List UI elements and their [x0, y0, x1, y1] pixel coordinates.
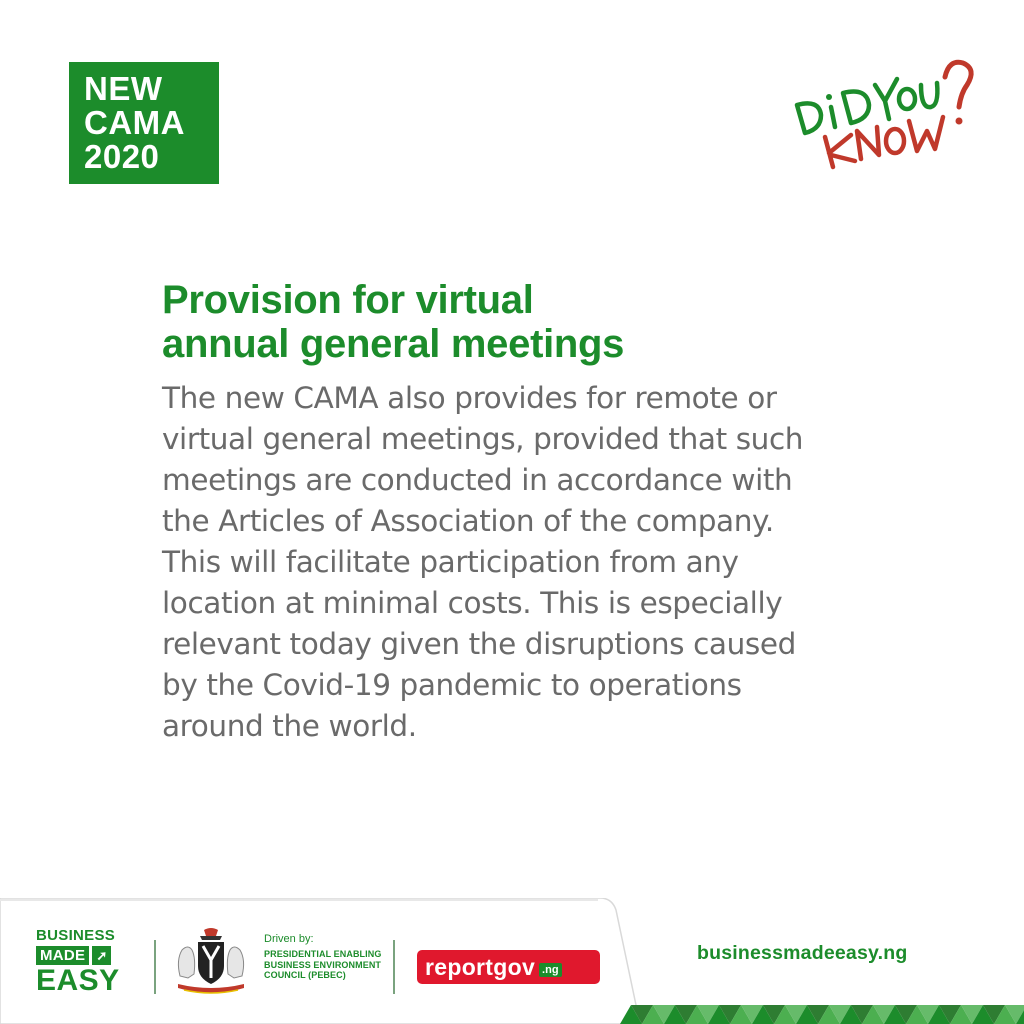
reportgov-logo	[417, 950, 600, 984]
bme-made-row	[36, 946, 130, 965]
body-line: meetings are conducted in accordance with	[162, 463, 793, 497]
nigeria-coat-of-arms-icon	[170, 926, 252, 998]
headline-line-2: annual general meetings	[162, 322, 625, 366]
decorative-triangle-strip	[620, 1005, 1024, 1024]
body-line: the Articles of Association of the company.	[162, 504, 774, 538]
pebec-name: PRESIDENTIAL ENABLING BUSINESS ENVIRONMENT COUNCIL (PEBEC)	[264, 949, 382, 980]
bme-easy-text: EASY	[36, 964, 120, 997]
did-you-know-lettering	[785, 55, 985, 180]
driven-by-block	[264, 932, 394, 981]
body-line: This will facilitate participation from any	[162, 545, 739, 579]
badge-line-2: CAMA	[84, 104, 185, 141]
reportgov-text: reportgov	[425, 953, 536, 980]
body-paragraph	[162, 378, 882, 747]
reportgov-tld: .ng	[539, 963, 562, 977]
new-cama-badge	[69, 62, 219, 184]
bme-business-text: BUSINESS	[36, 927, 116, 944]
driven-by-label: Driven by:	[264, 933, 314, 945]
footer-divider	[154, 940, 156, 994]
badge-line-1: NEW	[84, 70, 163, 107]
body-line: around the world.	[162, 709, 417, 743]
headline	[162, 278, 882, 366]
body-line: by the Covid-19 pandemic to operations	[162, 668, 742, 702]
bme-made-text: MADE	[36, 946, 89, 965]
body-line: location at minimal costs. This is especially	[162, 586, 783, 620]
business-made-easy-logo	[36, 927, 130, 997]
badge-line-3: 2020	[84, 138, 160, 175]
did-you-know-logo	[785, 55, 985, 180]
body-line: relevant today given the disruptions caused	[162, 627, 796, 661]
website-link[interactable]: businessmadeeasy.ng	[697, 942, 908, 964]
headline-line-1: Provision for virtual	[162, 278, 534, 322]
body-line: The new CAMA also provides for remote or	[162, 381, 777, 415]
arrow-up-right-icon: ➚	[92, 946, 111, 965]
footer-divider	[393, 940, 395, 994]
body-line: virtual general meetings, provided that such	[162, 422, 804, 456]
